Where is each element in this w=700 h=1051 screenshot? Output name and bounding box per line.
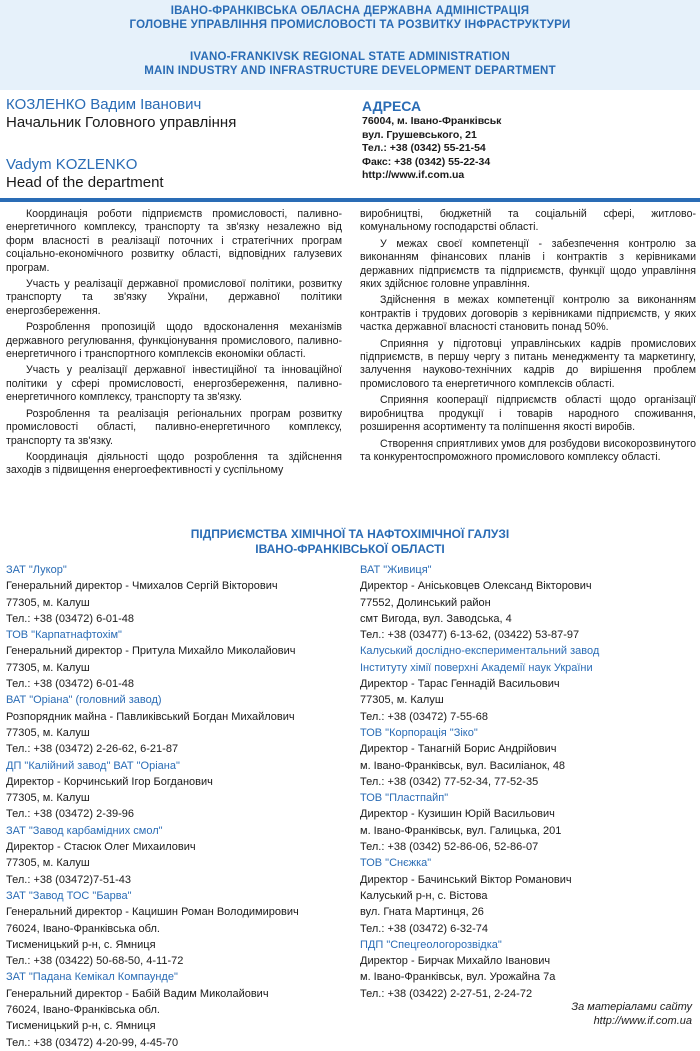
header-ua-line1: ІВАНО-ФРАНКІВСЬКА ОБЛАСНА ДЕРЖАВНА АДМІНІСТРАЦІЯ (170, 5, 530, 17)
company-line: 76024, Івано-Франківська обл. (6, 922, 160, 935)
company-name: ТОВ "Корпорація "Зіко" (360, 726, 478, 739)
company-line: 77305, м. Калуш (360, 694, 444, 707)
company-line: Тисменицький р-н, с. Ямниця (6, 1020, 156, 1033)
person-ua (6, 96, 236, 132)
paragraph: Сприяння у підготовці управлінських кадрів промислових підприємств, в першу чергу з питань менеджменту та маркетингу, залучення науково-технічних кадрів до вирішення проблем промислового та енергетичного комплексів області. (360, 337, 696, 390)
company-line: Калуський р-н, с. Вістова (360, 889, 488, 902)
company-line: Тел.: +38 (0342) 52-86-06, 52-86-07 (360, 841, 539, 854)
source-label: За матеріалами сайту (571, 1001, 692, 1013)
header-ua-line2: ГОЛОВНЕ УПРАВЛІННЯ ПРОМИСЛОВОСТІ ТА РОЗВИТКУ ІНФРАСТРУКТУРИ (129, 19, 571, 31)
paragraph-continued: виробництві, бюджетній та соціальній сфері, житлово-комунальному господарстві області. (360, 208, 696, 234)
company-line: Генеральний директор - Притула Михайло Миколайович (6, 645, 296, 658)
company-line: Тел.: +38 (0342) 77-52-34, 77-52-35 (360, 775, 539, 788)
address-line: вул. Грушевського, 21 (362, 128, 477, 141)
company-line: Директор - Корчинський Ігор Богданович (6, 775, 213, 788)
person-ua-title: Начальник Головного управління (6, 114, 237, 131)
text-column-left (6, 208, 342, 481)
company-name: ЗАТ "Падана Кемікал Компаунде" (6, 971, 178, 984)
company-name: ТОВ "Пластпайп" (360, 792, 449, 805)
company-line: Директор - Кузишин Юрій Васильович (360, 808, 555, 821)
company-line: 77305, м. Калуш (6, 596, 90, 609)
company-line: Генеральний директор - Бабій Вадим Миколайович (6, 987, 269, 1000)
paragraph: Розроблення та реалізація регіональних програм розвитку промисловості області, паливно-енергетичного комплексу, транспорту та зв'язку. (6, 407, 342, 447)
company-name: ПДП "Спецгеологорозвідка" (360, 938, 502, 951)
address-line: 76004, м. Івано-Франківськ (362, 115, 502, 127)
company-line: Тел.: +38 (03472) 4-20-99, 4-45-70 (6, 1036, 179, 1049)
section-title-line2: ІВАНО-ФРАНКІВСЬКОЇ ОБЛАСТІ (255, 542, 445, 556)
company-line: 77305, м. Калуш (6, 726, 90, 739)
company-line: Тел.: +38 (03472) 6-01-48 (6, 678, 135, 691)
paragraph: Участь у реалізації державної промислової політики, розвитку транспорту та зв'язку України, державної політики енергозбереження. (6, 278, 342, 317)
company-line: Директор - Танагній Борис Андрійович (360, 743, 557, 756)
source-link[interactable]: http://www.if.com.ua (593, 1015, 692, 1027)
paragraph: Сприяння кооперації підприємств області щодо організації виробництва продукції і товарів народного споживання, розширення асортименту та поліпшення якості виробів. (360, 394, 696, 434)
address-website-link[interactable]: http://www.if.com.ua (362, 169, 465, 181)
header-en-line1: IVANO-FRANKIVSK REGIONAL STATE ADMINISTRATION (190, 51, 510, 63)
paragraph: Розроблення пропозицій щодо вдосконалення механізмів державного регулювання, функціонування промислового, паливно-енергетичного і транспортного комплексів економіки області. (6, 321, 342, 361)
company-line: Тел.: +38 (03477) 6-13-62, (03422) 53-87-97 (360, 629, 580, 642)
section-title-line1: ПІДПРИЄМСТВА ХІМІЧНОЇ ТА НАФТОХІМІЧНОЇ ГАЛУЗІ (190, 527, 510, 541)
source-footer (571, 1000, 692, 1028)
company-name: Інституту хімії поверхні Академії наук України (360, 661, 593, 674)
company-line: 77552, Долинський район (360, 596, 491, 609)
company-line: м. Івано-Франківськ, вул. Василіанок, 48 (360, 759, 566, 772)
paragraph: Координація роботи підприємств промисловості, паливно-енергетичного комплексу, транспорту та зв'язку незалежно від форм власності в реалізації поточних і стратегічних програм соціально-економічного розвитку області, відповідних галузевих програм. (6, 208, 342, 274)
company-line: 77305, м. Калуш (6, 857, 90, 870)
company-line: Тел.: +38 (03472)7-51-43 (6, 873, 131, 886)
paragraph: Участь у реалізації державної інвестиційної та інноваційної політики у сфері промисловості, енергозбереження, паливно-енергетичного комплексу, транспорту та зв'язку. (6, 364, 342, 404)
company-name: Калуський дослідно-експериментальний завод (360, 645, 600, 658)
company-name: ВАТ "Живиця" (360, 564, 432, 576)
section-title (0, 527, 700, 557)
company-line: смт Вигода, вул. Заводська, 4 (360, 612, 512, 625)
company-line: Тел.: +38 (03472) 2-26-62, 6-21-87 (6, 743, 179, 756)
company-line: Директор - Аніськовцев Олександ Вікторович (360, 580, 592, 593)
person-en (6, 156, 164, 192)
text-column-right (360, 208, 696, 467)
company-line: 76024, Івано-Франківська обл. (6, 1004, 160, 1017)
company-line: 77305, м. Калуш (6, 661, 90, 674)
company-name: ТОВ "Карпатнафтохім" (6, 629, 122, 642)
address-heading: АДРЕСА (362, 98, 422, 114)
company-name: ЗАТ "Лукор" (6, 564, 67, 576)
company-line: Директор - Бачинський Віктор Романович (360, 873, 572, 886)
separator-bar (0, 198, 700, 202)
company-name: ВАТ "Оріана" (головний завод) (6, 694, 162, 707)
company-line: Тел.: +38 (03422) 2-27-51, 2-24-72 (360, 987, 533, 1000)
company-line: м. Івано-Франківськ, вул. Галицька, 201 (360, 824, 562, 837)
paragraph: У межах своєї компетенції - забезпечення контролю за виконанням фінансових планів і контрактів з керівниками державних підприємств та підприємств, функції щодо управління яких здійснює головне управління. (360, 237, 696, 291)
company-line: Тел.: +38 (03472) 6-01-48 (6, 612, 135, 625)
company-line: Генеральний директор - Кацишин Роман Володимирович (6, 906, 299, 919)
company-list-right (360, 562, 696, 1002)
address-block (362, 98, 692, 183)
company-line: Тел.: +38 (03472) 2-39-96 (6, 808, 135, 821)
company-name: ДП "Калійний завод" ВАТ "Оріана" (6, 759, 180, 772)
company-line: Розпорядник майна - Павликівський Богдан Михайлович (6, 710, 295, 723)
company-list-left (6, 562, 351, 1051)
person-en-name: Vadym KOZLENKO (6, 156, 138, 173)
paragraph: Створення сприятливих умов для розбудови високорозвинутого та конкурентоспроможного промислового комплексу області. (360, 437, 696, 463)
company-line: Директор - Стасюк Олег Михаилович (6, 841, 196, 854)
company-line: м. Івано-Франківськ, вул. Урожайна 7а (360, 971, 556, 984)
address-phone: Тел.: +38 (0342) 55-21-54 (362, 142, 486, 154)
company-name: ЗАТ "Завод ТОС "Барва" (6, 889, 132, 902)
company-name: ТОВ "Снєжка" (360, 857, 432, 870)
header-banner (0, 0, 700, 90)
person-ua-name: КОЗЛЕНКО Вадим Іванович (6, 96, 202, 113)
company-line: вул. Гната Мартинця, 26 (360, 906, 484, 919)
company-line: Тел.: +38 (03472) 7-55-68 (360, 710, 489, 723)
company-name: ЗАТ "Завод карбамідних смол" (6, 824, 163, 837)
paragraph: Здійснення в межах компетенції контролю за виконанням контрактів і трудових договорів з керівниками підприємств, у яких частка державної власності становить понад 50%. (360, 294, 696, 334)
company-line: Генеральний директор - Чмихалов Сергій Вікторович (6, 580, 278, 593)
company-line: Директор - Тарас Геннадій Васильович (360, 678, 560, 691)
paragraph: Координація діяльності щодо розроблення та здійснення заходів з підвищення енергоефективності у суспільному (6, 450, 342, 477)
company-line: Тисменицький р-н, с. Ямниця (6, 938, 156, 951)
company-line: Директор - Бирчак Михайло Іванович (360, 955, 551, 968)
company-line: 77305, м. Калуш (6, 792, 90, 805)
person-en-title: Head of the department (6, 174, 164, 191)
company-line: Тел.: +38 (03472) 6-32-74 (360, 922, 489, 935)
header-en-line2: MAIN INDUSTRY AND INFRASTRUCTURE DEVELOPMENT DEPARTMENT (144, 65, 556, 77)
company-line: Тел.: +38 (03422) 50-68-50, 4-11-72 (6, 955, 184, 968)
address-fax: Факс: +38 (0342) 55-22-34 (362, 155, 491, 168)
